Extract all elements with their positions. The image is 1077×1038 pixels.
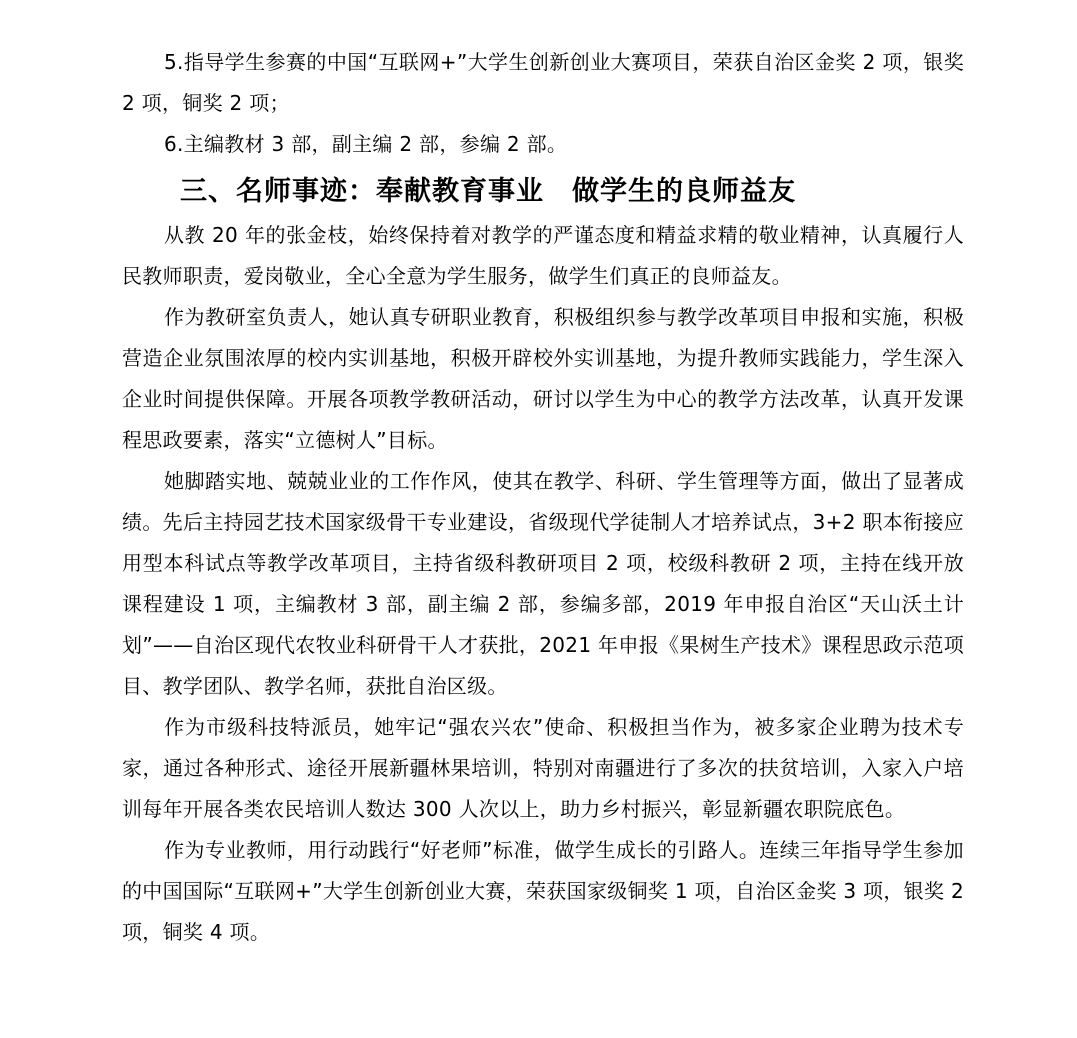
list-item-6: 6.主编教材 3 部，副主编 2 部，参编 2 部。 bbox=[164, 132, 568, 156]
paragraph-tech-commissioner: 作为市级科技特派员，她牢记“强农兴农”使命、积极担当作为，被多家企业聘为技术专家，通过各种形式、途径开展新疆林果培训，特别对南疆进行了多次的扶贫培训，入家入户培训每年开展各类农民培训人数达 300 人次以上，助力乡村振兴，彰显新疆农职院底色。 bbox=[122, 715, 964, 821]
document-page bbox=[122, 42, 964, 953]
list-item-5: 5.指导学生参赛的中国“互联网+”大学生创新创业大赛项目，荣获自治区金奖 2 项，银奖 2 项，铜奖 2 项； bbox=[122, 50, 964, 115]
paragraph-achievements: 她脚踏实地、兢兢业业的工作作风，使其在教学、科研、学生管理等方面，做出了显著成绩。先后主持园艺技术国家级骨干专业建设，省级现代学徒制人才培养试点，3+2 职本衔接应用型本科试点等教学改革项目，主持省级科教研项目 2 项，校级科教研 2 项，主持在线开放课程建设 1 项，主编教材 3 部，副主编 2 部，参编多部，2019 年申报自治区“天山沃土计划”——自治区现代农牧业科研骨干人才获批，2021 年申报《果树生产技术》课程思政示范项目、教学团队、教学名师，获批自治区级。 bbox=[122, 469, 964, 698]
paragraph-teaching-research: 作为教研室负责人，她认真专研职业教育，积极组织参与教学改革项目申报和实施，积极营造企业氛围浓厚的校内实训基地，积极开辟校外实训基地，为提升教师实践能力，学生深入企业时间提供保障。开展各项教学教研活动，研讨以学生为中心的教学方法改革，认真开发课程思政要素，落实“立德树人”目标。 bbox=[122, 305, 964, 452]
section-heading-part2: 做学生的良师益友 bbox=[572, 176, 796, 207]
paragraph-good-teacher: 作为专业教师，用行动践行“好老师”标准，做学生成长的引路人。连续三年指导学生参加的中国国际“互联网+”大学生创新创业大赛，荣获国家级铜奖 1 项，自治区金奖 3 项，银奖 2 项，铜奖 4 项。 bbox=[122, 838, 964, 944]
section-heading-part1: 三、名师事迹：奉献教育事业 bbox=[180, 176, 544, 207]
paragraph-intro: 从教 20 年的张金枝，始终保持着对教学的严谨态度和精益求精的敬业精神，认真履行人民教师职责，爱岗敬业，全心全意为学生服务，做学生们真正的良师益友。 bbox=[122, 223, 964, 288]
section-heading bbox=[122, 175, 964, 209]
